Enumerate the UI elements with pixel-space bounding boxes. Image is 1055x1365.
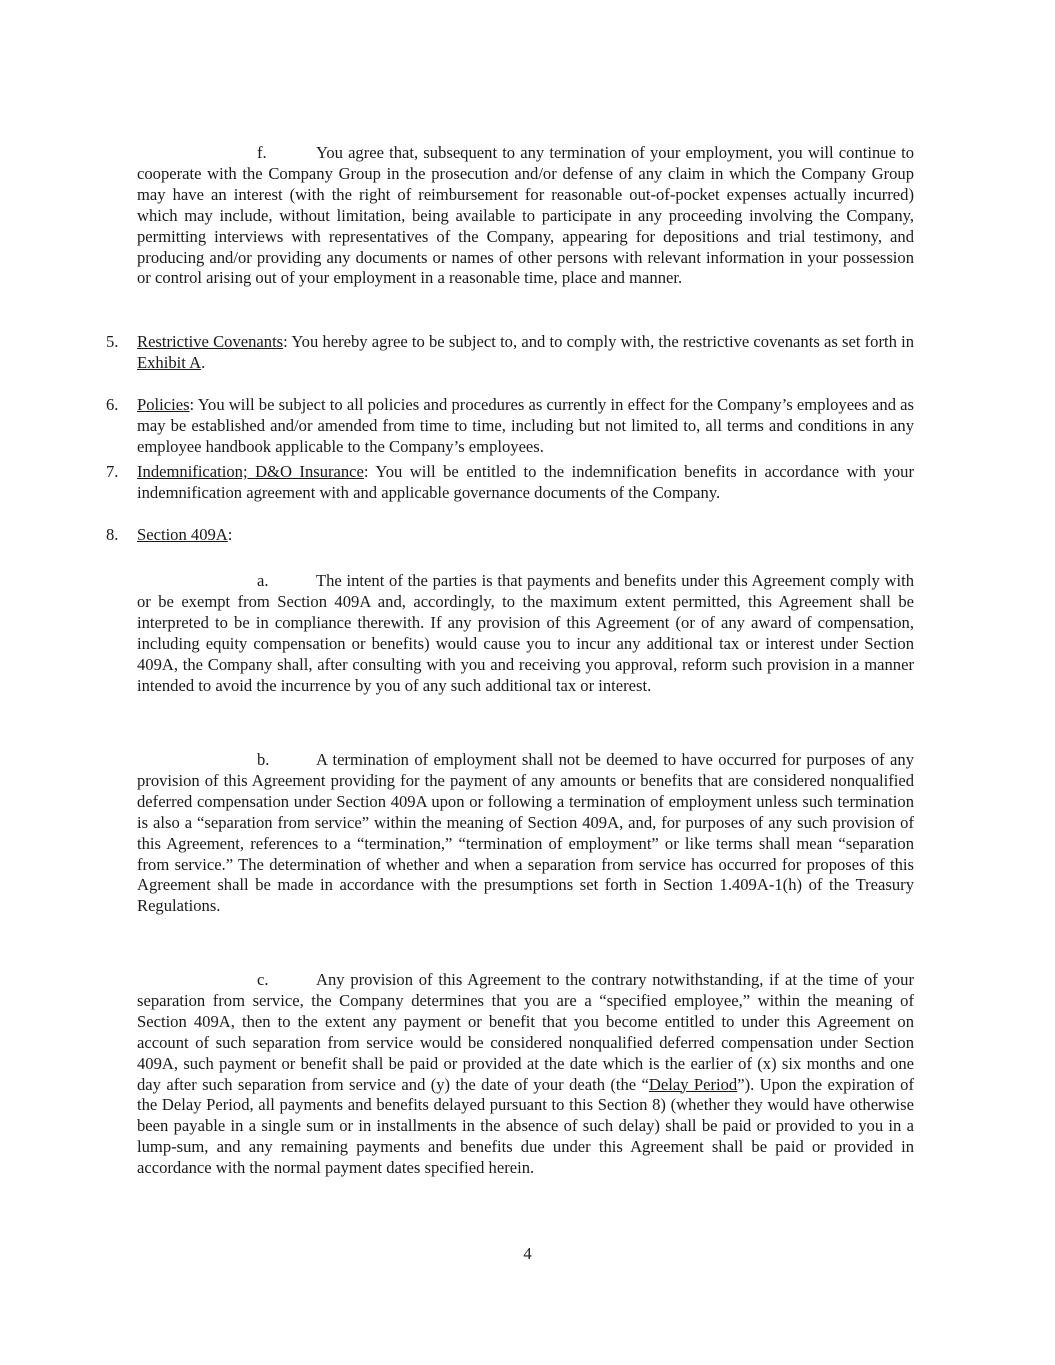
section-6-heading: Policies	[137, 395, 190, 414]
exhibit-a-reference: Exhibit A	[137, 352, 202, 372]
section-7-text: : You will be entitled to the indemnification benefits in accordance with your indemnification agreement with and applicable governance documents of the Company.	[137, 462, 914, 502]
paragraph-b-marker: b.	[257, 750, 270, 769]
section-5-paragraph	[137, 332, 914, 374]
section-6-number: 6.	[106, 395, 119, 414]
page-number: 4	[523, 1244, 532, 1263]
paragraph-f	[137, 143, 914, 289]
section-5-number: 5.	[106, 332, 119, 351]
section-5-text: : You hereby agree to be subject to, and to comply with, the restrictive covenants as set forth in	[283, 332, 914, 351]
section-7-number: 7.	[106, 462, 119, 481]
paragraph-c-text: Any provision of this Agreement to the contrary notwithstanding, if at the time of your separation from service, the Company determines that you are a “specified employee,” within the meaning of Section 409A, then to the extent any payment or benefit that you become entitled to under this Agreement on account of such separation from service would be considered nonqualified deferred compensation under Section 409A, such payment or benefit shall be paid or provided at the date which is the earlier of (x) six months and one day after such separation from service and (y) the date of your death (the “	[137, 970, 914, 1094]
section-7-heading: Indemnification; D&O Insurance	[137, 462, 364, 481]
delay-period-term: Delay Period	[648, 1074, 738, 1094]
section-8-number: 8.	[106, 525, 119, 544]
section-5-text-end: .	[201, 352, 206, 372]
section-7-paragraph	[137, 462, 914, 504]
section-8-heading: Section 409A	[137, 525, 228, 544]
paragraph-c	[137, 970, 914, 1179]
paragraph-f-text: You agree that, subsequent to any termination of your employment, you will continue to cooperate with the Company Group in the prosecution and/or defense of any claim in which the Company Group may have an interest (with the right of reimbursement for reasonable out-of-pocket expenses actually incurred) which may include, without limitation, being available to participate in any proceeding involving the Company, permitting interviews with representatives of the Company, appearing for depositions and trial testimony, and producing and/or providing any documents or names of other persons with relevant information in your possession or control arising out of your employment in a reasonable time, place and manner.	[137, 143, 914, 288]
paragraph-a	[137, 571, 914, 696]
section-5-heading: Restrictive Covenants	[137, 332, 284, 351]
paragraph-a-marker: a.	[257, 571, 269, 590]
section-6-text: : You will be subject to all policies and procedures as currently in effect for the Company’s employees and as may be established and/or amended from time to time, including but not limited to, all terms and conditions in any employee handbook applicable to the Company’s employees.	[137, 395, 914, 456]
paragraph-f-marker: f.	[257, 143, 267, 162]
paragraph-c-marker: c.	[257, 970, 269, 989]
paragraph-c-text-end: ”). Upon the expiration of the Delay Period, all payments and benefits delayed pursuant to this Section 8) (whether they would have otherwise been payable in a single sum or in installments in the absence of such delay) shall be paid or provided to you in a lump-sum, and any remaining payments and benefits due under this Agreement shall be paid or provided in accordance with the normal payment dates specified herein.	[137, 1074, 914, 1178]
paragraph-b	[137, 750, 914, 917]
section-8-colon: :	[227, 525, 233, 544]
section-8-paragraph	[137, 525, 914, 546]
paragraph-a-text: The intent of the parties is that payments and benefits under this Agreement comply with or be exempt from Section 409A and, accordingly, to the maximum extent permitted, this Agreement shall be interpreted to be in compliance therewith. If any provision of this Agreement (or of any award of compensation, including equity compensation or benefits) would cause you to incur any additional tax or interest under Section 409A, the Company shall, after consulting with you and receiving you approval, reform such provision in a manner intended to avoid the incurrence by you of any such additional tax or interest.	[137, 571, 914, 695]
section-6-paragraph	[137, 395, 914, 458]
paragraph-b-text: A termination of employment shall not be deemed to have occurred for purposes of any provision of this Agreement providing for the payment of any amounts or benefits that are considered nonqualified deferred compensation under Section 409A upon or following a termination of employment unless such termination is also a “separation from service” within the meaning of Section 409A, and, for purposes of any such provision of this Agreement, references to a “termination,” “termination of employment” or like terms shall mean “separation from service.” The determination of whether and when a separation from service has occurred for proposes of this Agreement shall be made in accordance with the presumptions set forth in Section 1.409A-1(h) of the Treasury Regulations.	[137, 750, 914, 916]
